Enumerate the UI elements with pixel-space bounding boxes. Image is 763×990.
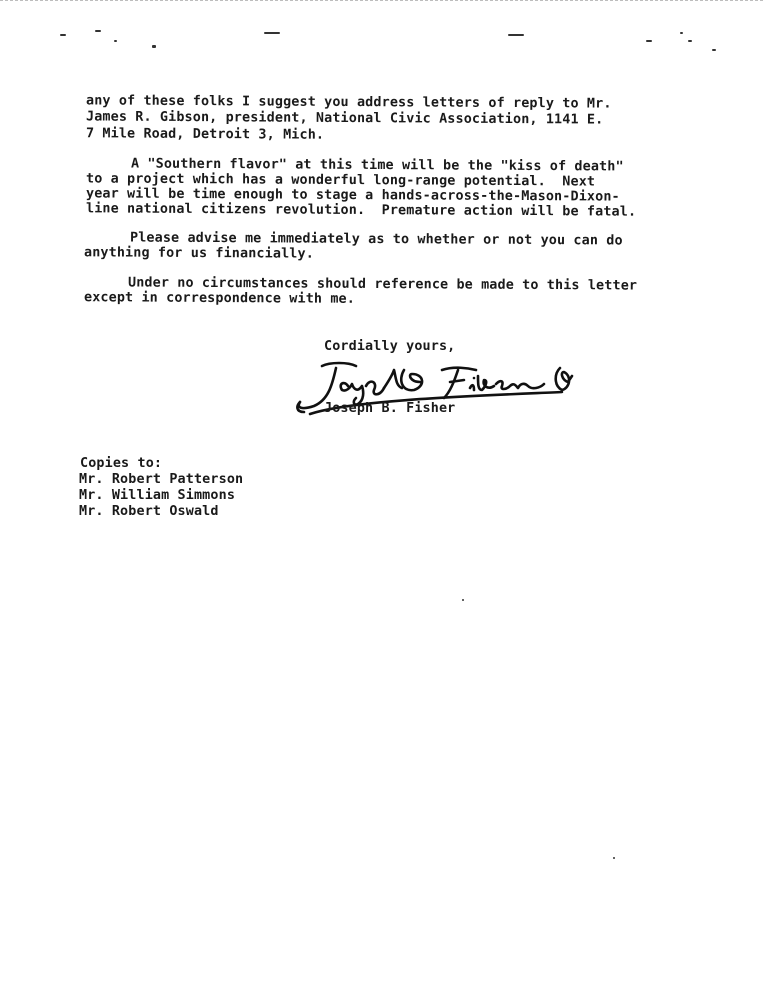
closing: Cordially yours, <box>324 339 456 354</box>
copies-heading: Copies to: <box>80 456 163 471</box>
scan-speck <box>95 30 101 32</box>
letter-line: to a project which has a wonderful long-range potential. Next <box>85 171 596 190</box>
letter-line: except in correspondence with me. <box>83 290 356 307</box>
scan-speck <box>152 45 156 48</box>
letter-line: anything for us financially. <box>83 245 314 262</box>
letter-line: 7 Mile Road, Detroit 3, Mich. <box>85 126 325 143</box>
scan-speck <box>680 32 683 34</box>
copy-recipient: Mr. Robert Patterson <box>79 472 244 487</box>
page-top-edge <box>0 0 763 3</box>
scan-speck <box>462 599 464 601</box>
letter-line: any of these folks I suggest you address letters of reply to Mr. <box>85 93 612 112</box>
letter-line: year will be time enough to stage a hands-across-the-Mason-Dixon- <box>85 186 620 205</box>
letter-line: Please advise me immediately as to whether or not you can do <box>129 230 623 249</box>
letter-line: Under no circumstances should reference be made to this letter <box>127 275 638 294</box>
letter-line: A "Southern flavor" at this time will be the "kiss of death" <box>130 156 624 175</box>
scan-speck <box>712 49 716 51</box>
letter-line: James R. Gibson, president, National Civic Association, 1141 E. <box>85 109 604 128</box>
scan-speck <box>508 34 524 36</box>
scan-speck <box>264 32 280 34</box>
scan-speck <box>613 857 615 859</box>
copy-recipient: Mr. William Simmons <box>79 488 236 503</box>
signer-name: Joseph B. Fisher <box>324 401 456 416</box>
copy-recipient: Mr. Robert Oswald <box>79 504 219 519</box>
scan-speck <box>688 40 692 42</box>
scan-speck <box>646 40 652 42</box>
scan-speck <box>114 40 117 42</box>
scan-speck <box>60 34 66 36</box>
letter-line: line national citizens revolution. Premature action will be fatal. <box>85 201 637 220</box>
